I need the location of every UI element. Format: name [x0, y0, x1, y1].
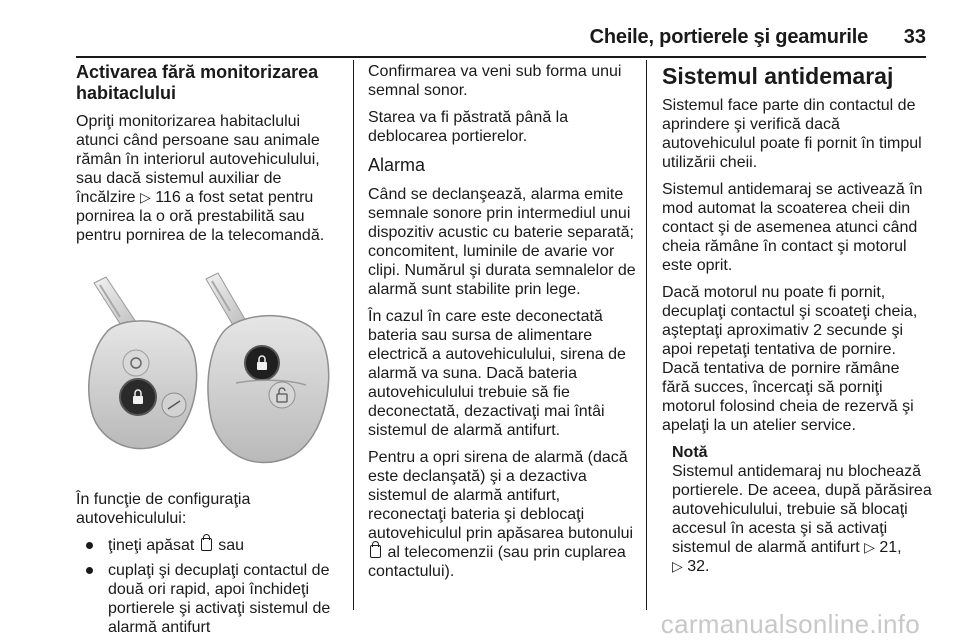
alarm-heading: Alarma: [368, 155, 426, 175]
page-ref-arrow-icon[interactable]: ▷: [672, 558, 683, 574]
config-options-list: [76, 536, 342, 637]
alarm-paragraph-3: Pentru a opri sirena de alarmă (dacă este declanşată) şi a dezactiva sistemul de alarmă antifurt, reconectaţi bateria şi deblocaţi autovehiculul prin apăsarea butonului al telecomenzii (sau prin cuplarea contactului).: [368, 449, 634, 580]
remote-keys-illustration: [76, 263, 338, 475]
intro-paragraph: Opriţi monitorizarea habitaclului atunci când persoane sau animale rămân în interiorul autovehiculului, sau dacă sistemul auxiliar de încălzire ▷ 116 a fost setat pentru pornirea la o oră prestabilită sau pentru pornirea de la telecomandă.: [76, 113, 325, 244]
lock-icon: [201, 538, 212, 551]
section-heading-no-monitoring: Activarea fără monitorizarea habitaclului: [76, 62, 319, 103]
state-paragraph: Starea va fi păstrată până la deblocarea portierelor.: [368, 109, 569, 145]
bullet-dot-icon: [86, 542, 93, 549]
list-item: cuplaţi şi decuplaţi contactul de două ori rapid, apoi închideţi portierele şi activaţi sistemul de alarmă antifurt: [76, 561, 342, 637]
immobilizer-paragraph-3: Dacă motorul nu poate fi pornit, decuplaţi contactul şi scoateţi cheia, aşteptaţi aproximativ 2 secunde şi apoi repetaţi tentativa de pornire. Dacă tentativa de pornire rămâne fără succes, încercaţi să porniţi motorul folosind cheia de rezervă şi apelaţi la un atelier service.: [662, 284, 918, 434]
header-title: Cheile, portierele şi geamurile: [589, 26, 868, 48]
watermark: carmanualsonline.info: [660, 609, 920, 639]
middle-column: [368, 62, 638, 589]
header-rule: [76, 56, 926, 58]
unlock-icon: [370, 545, 381, 558]
alarm-paragraph-2: În cazul în care este deconectată bateria sau sursa de alimentare electrică a autovehiculului, sirena de alarmă va suna. Dacă bateria autovehiculului trebuie să fie deconectată, dezactivaţi mai întâi sistemul de alarmă antifurt.: [368, 308, 626, 439]
page-number: 33: [903, 26, 926, 48]
note-box: [672, 443, 932, 576]
configuration-paragraph: În funcţie de configuraţia autovehiculului:: [76, 491, 251, 527]
left-column: [76, 62, 342, 643]
note-title: Notă: [672, 444, 708, 461]
column-divider-2: [646, 60, 647, 610]
alarm-paragraph-1: Când se declanşează, alarma emite semnale sonore prin intermediul unui dispozitiv acustic cu baterie separată; concomitent, luminile de avarie vor clipi. Numărul şi durata semnalelor de alarmă sunt stabilite prin lege.: [368, 186, 636, 298]
page-ref-arrow-icon[interactable]: ▷: [864, 539, 875, 555]
immobilizer-paragraph-1: Sistemul face parte din contactul de aprindere şi verifică dacă autovehiculul poate fi pornit în timpul utilizării cheii.: [662, 97, 922, 171]
immobilizer-paragraph-2: Sistemul antidemaraj se activează în mod automat la scoaterea cheii din contact şi de asemenea atunci când cheia rămâne în contact şi motorul este oprit.: [662, 181, 923, 274]
note-text: Sistemul antidemaraj nu blochează portierele. De aceea, după părăsirea autovehiculului, trebuie să blocaţi accesul în acesta şi să activaţi sistemul de alarmă antifurt ▷ 21, ▷ 32.: [672, 463, 932, 575]
confirmation-paragraph: Confirmarea va veni sub forma unui semnal sonor.: [368, 63, 622, 99]
immobilizer-heading: Sistemul antidemaraj: [662, 63, 894, 89]
bullet-dot-icon: [86, 567, 93, 574]
right-column: [662, 62, 932, 576]
list-item: ţineţi apăsat sau: [76, 536, 342, 555]
page-ref-arrow-icon[interactable]: ▷: [140, 189, 151, 205]
column-divider-1: [353, 60, 354, 610]
